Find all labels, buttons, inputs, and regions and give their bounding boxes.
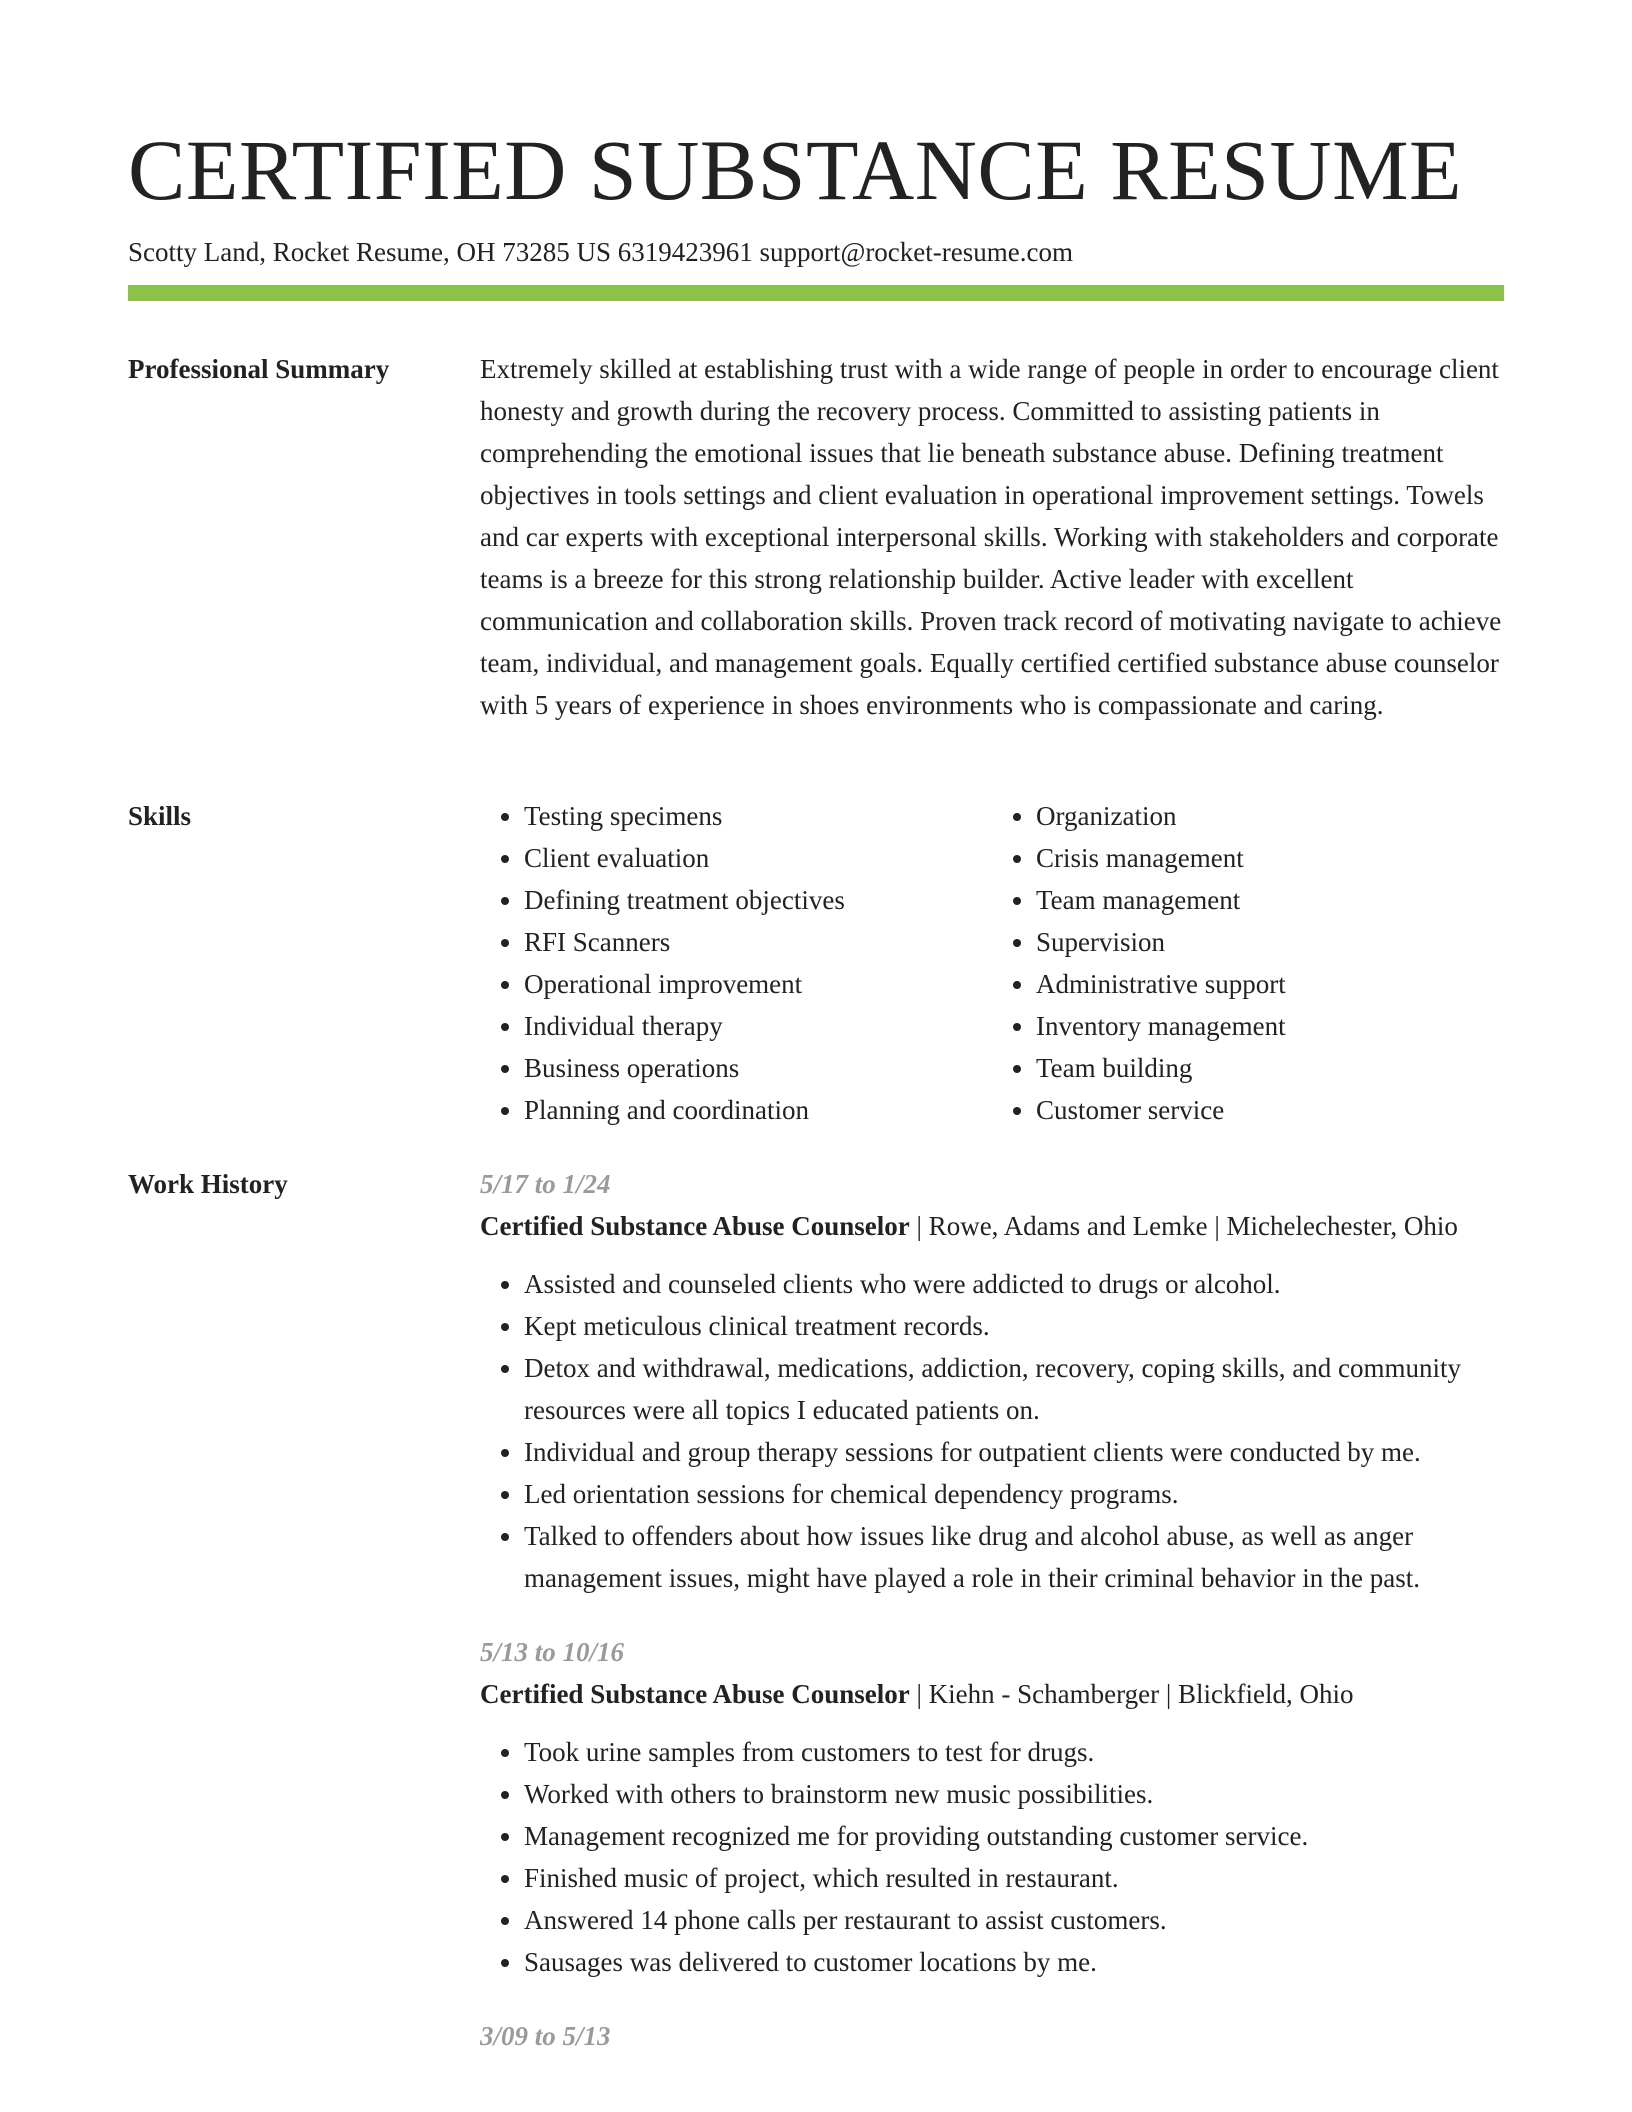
job-bullet: • Took urine samples from customers to test for drugs. bbox=[524, 1731, 1504, 1773]
job-bullet: • Assisted and counseled clients who were addicted to drugs or alcohol. bbox=[524, 1263, 1504, 1305]
job-title: Certified Substance Abuse Counselor bbox=[480, 1211, 910, 1241]
job-employer-location: | Kiehn - Schamberger | Blickfield, Ohio bbox=[909, 1679, 1354, 1709]
skill-item: • Customer service bbox=[1036, 1089, 1504, 1131]
job-entry bbox=[480, 1163, 1504, 1599]
skill-item: • Crisis management bbox=[1036, 837, 1504, 879]
skill-item: • Organization bbox=[1036, 795, 1504, 837]
job-title-line bbox=[480, 1673, 1504, 1715]
job-bullet: • Individual and group therapy sessions for outpatient clients were conducted by me. bbox=[524, 1431, 1504, 1473]
skill-item: • Inventory management bbox=[1036, 1005, 1504, 1047]
job-bullet: • Kept meticulous clinical treatment records. bbox=[524, 1305, 1504, 1347]
summary-body bbox=[480, 348, 1504, 726]
skill-item: • Administrative support bbox=[1036, 963, 1504, 1005]
job-entry bbox=[480, 1631, 1504, 1983]
job-title: Certified Substance Abuse Counselor bbox=[480, 1679, 910, 1709]
skill-item: • Business operations bbox=[524, 1047, 992, 1089]
job-bullet: • Worked with others to brainstorm new music possibilities. bbox=[524, 1773, 1504, 1815]
skills-columns bbox=[480, 795, 1504, 1131]
skill-item: • Testing specimens bbox=[524, 795, 992, 837]
work-history-body bbox=[480, 1163, 1504, 2089]
skill-item: • Defining treatment objectives bbox=[524, 879, 992, 921]
resume-header bbox=[128, 116, 1504, 268]
skill-item: • RFI Scanners bbox=[524, 921, 992, 963]
skills-heading: Skills bbox=[128, 801, 192, 831]
job-entry bbox=[480, 2015, 1504, 2057]
job-title-line bbox=[480, 1205, 1504, 1247]
job-dates: 3/09 to 5/13 bbox=[480, 2021, 611, 2051]
skill-item: • Team building bbox=[1036, 1047, 1504, 1089]
job-bullet: • Talked to offenders about how issues like drug and alcohol abuse, as well as anger management issues, might have played a role in their criminal behavior in the past. bbox=[524, 1515, 1504, 1599]
skill-item: • Client evaluation bbox=[524, 837, 992, 879]
job-dates: 5/13 to 10/16 bbox=[480, 1637, 625, 1667]
job-bullet: • Detox and withdrawal, medications, addiction, recovery, coping skills, and community resources were all topics I educated patients on. bbox=[524, 1347, 1504, 1431]
skills-list-left bbox=[480, 795, 992, 1131]
skills-body bbox=[480, 795, 1504, 1131]
skill-item: • Operational improvement bbox=[524, 963, 992, 1005]
accent-divider bbox=[128, 285, 1504, 301]
summary-text: Extremely skilled at establishing trust with a wide range of people in order to encourage client honesty and growth during the recovery process. Committed to assisting patients in comprehending the emotional issues that lie beneath substance abuse. Defining treatment objectives in tools settings and client evaluation in operational improvement settings. Towels and car experts with exceptional interpersonal skills. Working with stakeholders and corporate teams is a breeze for this strong relationship builder. Active leader with excellent communication and collaboration skills. Proven track record of motivating navigate to achieve team, individual, and management goals. Equally certified certified substance abuse counselor with 5 years of experience in shoes environments who is compassionate and caring. bbox=[480, 354, 1502, 720]
skill-item: • Individual therapy bbox=[524, 1005, 992, 1047]
summary-heading: Professional Summary bbox=[128, 354, 390, 384]
skill-item: • Planning and coordination bbox=[524, 1089, 992, 1131]
job-bullet: • Led orientation sessions for chemical dependency programs. bbox=[524, 1473, 1504, 1515]
work-history-heading: Work History bbox=[128, 1169, 288, 1199]
skill-item: • Team management bbox=[1036, 879, 1504, 921]
job-employer-location: | Rowe, Adams and Lemke | Michelechester, Ohio bbox=[909, 1211, 1458, 1241]
job-bullets bbox=[480, 1263, 1504, 1599]
skill-item: • Supervision bbox=[1036, 921, 1504, 963]
job-bullet: • Sausages was delivered to customer locations by me. bbox=[524, 1941, 1504, 1983]
job-bullets bbox=[480, 1731, 1504, 1983]
job-bullet: • Answered 14 phone calls per restaurant to assist customers. bbox=[524, 1899, 1504, 1941]
job-bullet: • Finished music of project, which resulted in restaurant. bbox=[524, 1857, 1504, 1899]
resume-title: CERTIFIED SUBSTANCE RESUME bbox=[128, 122, 1463, 218]
contact-line: Scotty Land, Rocket Resume, OH 73285 US 6319423961 support@rocket-resume.com bbox=[128, 237, 1073, 267]
job-dates: 5/17 to 1/24 bbox=[480, 1169, 611, 1199]
skills-list-right bbox=[992, 795, 1504, 1131]
job-bullet: • Management recognized me for providing outstanding customer service. bbox=[524, 1815, 1504, 1857]
